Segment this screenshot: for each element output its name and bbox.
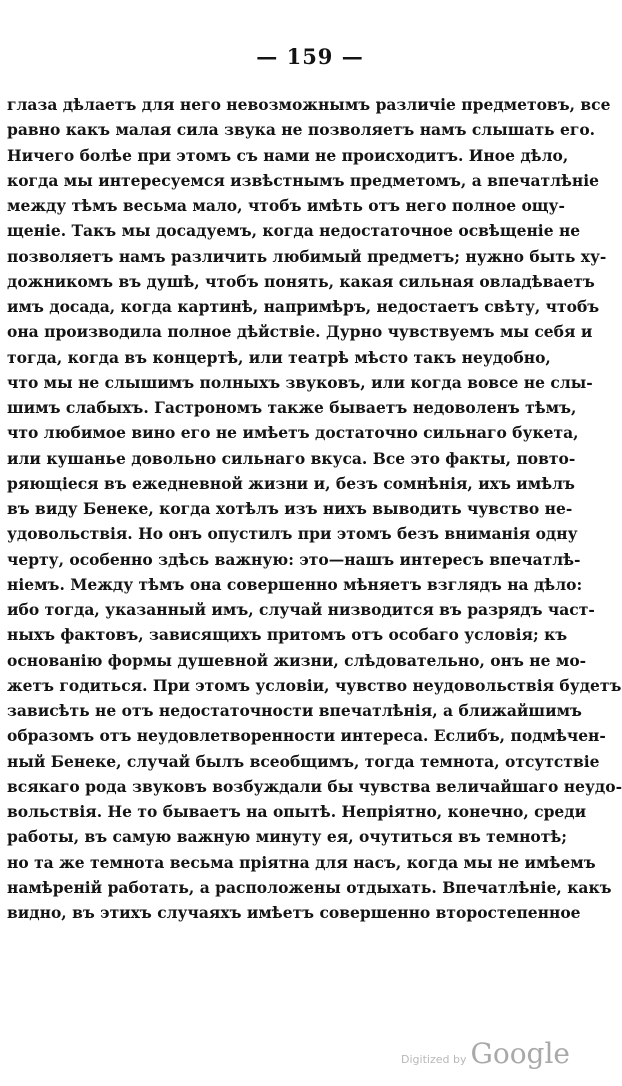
digitized-watermark bbox=[401, 1037, 570, 1070]
text-line: она производила полное дѣйствіе. Дурно чувствуемъ мы себя и bbox=[7, 322, 593, 342]
text-line: намѣреній работать, а расположены отдыхать. Впечатлѣніе, какъ bbox=[7, 877, 612, 897]
text-line: ибо тогда, указанный имъ, случай низводится въ разрядъ част- bbox=[7, 600, 595, 619]
text-line: видно, въ этихъ случаяхъ имѣетъ совершенно второстепенное bbox=[7, 903, 581, 922]
text-line: Ничего болѣе при этомъ съ нами не происходитъ. Иное дѣло, bbox=[7, 145, 569, 165]
text-line: въ виду Бенеке, когда хотѣлъ изъ нихъ выводить чувство не- bbox=[7, 499, 573, 518]
text-line: имъ досада, когда картинѣ, напримѣръ, недостаетъ свѣту, чтобъ bbox=[7, 297, 600, 316]
google-logo: Google bbox=[470, 1037, 570, 1070]
text-line: но та же темнота весьма пріятна для насъ, когда мы не имѣемъ bbox=[7, 852, 596, 872]
text-line: позволяетъ намъ различить любимый предметъ; нужно быть ху- bbox=[7, 246, 607, 266]
text-line: ніемъ. Между тѣмъ она совершенно мѣняетъ взглядъ на дѣло: bbox=[7, 574, 583, 594]
text-line: дожникомъ въ душѣ, чтобъ понять, какая сильная овладѣваетъ bbox=[7, 271, 595, 291]
watermark-prefix: Digitized by bbox=[401, 1053, 467, 1066]
text-line: основанію формы душевной жизни, слѣдовательно, онъ не мо- bbox=[7, 650, 587, 670]
text-line: что любимое вино его не имѣетъ достаточно сильнаго букета, bbox=[7, 423, 579, 443]
text-line: равно какъ малая сила звука не позволяетъ намъ слышать его. bbox=[7, 120, 596, 140]
body-text bbox=[7, 92, 622, 925]
text-line: удовольствія. Но онъ опустилъ при этомъ безъ вниманія одну bbox=[7, 524, 578, 544]
text-line: щеніе. Такъ мы досадуемъ, когда недостаточное освѣщеніе не bbox=[7, 221, 581, 241]
page-number: — 159 — bbox=[256, 44, 364, 69]
text-line: образомъ отъ неудовлетворенности интереса. Еслибъ, подмѣчен- bbox=[7, 726, 606, 746]
text-line: вольствія. Не то бываетъ на опытѣ. Непріятно, конечно, среди bbox=[7, 802, 587, 821]
text-line: ный Бенеке, случай былъ всеобщимъ, тогда темнота, отсутствіе bbox=[7, 751, 600, 771]
text-line: ныхъ фактовъ, зависящихъ притомъ отъ особаго условія; къ bbox=[7, 625, 568, 645]
text-line: тогда, когда въ концертѣ, или театрѣ мѣсто такъ неудобно, bbox=[7, 347, 551, 367]
text-line: зависѣть не отъ недостаточности впечатлѣнія, а ближайшимъ bbox=[7, 701, 582, 720]
text-line: черту, особенно здѣсь важную: это—нашъ интересъ впечатлѣ- bbox=[7, 549, 581, 569]
text-line: между тѣмъ весьма мало, чтобъ имѣть отъ него полное ощу- bbox=[7, 196, 565, 215]
text-line: работы, въ самую важную минуту ея, очутиться въ темнотѣ; bbox=[7, 827, 567, 847]
text-line: всякаго рода звуковъ возбуждали бы чувства величайшаго неудо- bbox=[7, 776, 622, 796]
text-line: или кушанье довольно сильнаго вкуса. Все это факты, повто- bbox=[7, 448, 576, 468]
text-line: ряющіеся въ ежедневной жизни и, безъ сомнѣнія, ихъ имѣлъ bbox=[7, 473, 575, 493]
text-line: что мы не слышимъ полныхъ звуковъ, или когда вовсе не слы- bbox=[7, 372, 593, 392]
text-line: жетъ годиться. При этомъ условіи, чувство неудовольствія будетъ bbox=[7, 675, 622, 695]
text-line: шимъ слабыхъ. Гастрономъ также бываетъ недоволенъ тѣмъ, bbox=[7, 398, 577, 417]
text-line: когда мы интересуемся извѣстнымъ предметомъ, а впечатлѣніе bbox=[7, 170, 600, 190]
text-line: глаза дѣлаетъ для него невозможнымъ различіе предметовъ, все bbox=[7, 95, 611, 114]
